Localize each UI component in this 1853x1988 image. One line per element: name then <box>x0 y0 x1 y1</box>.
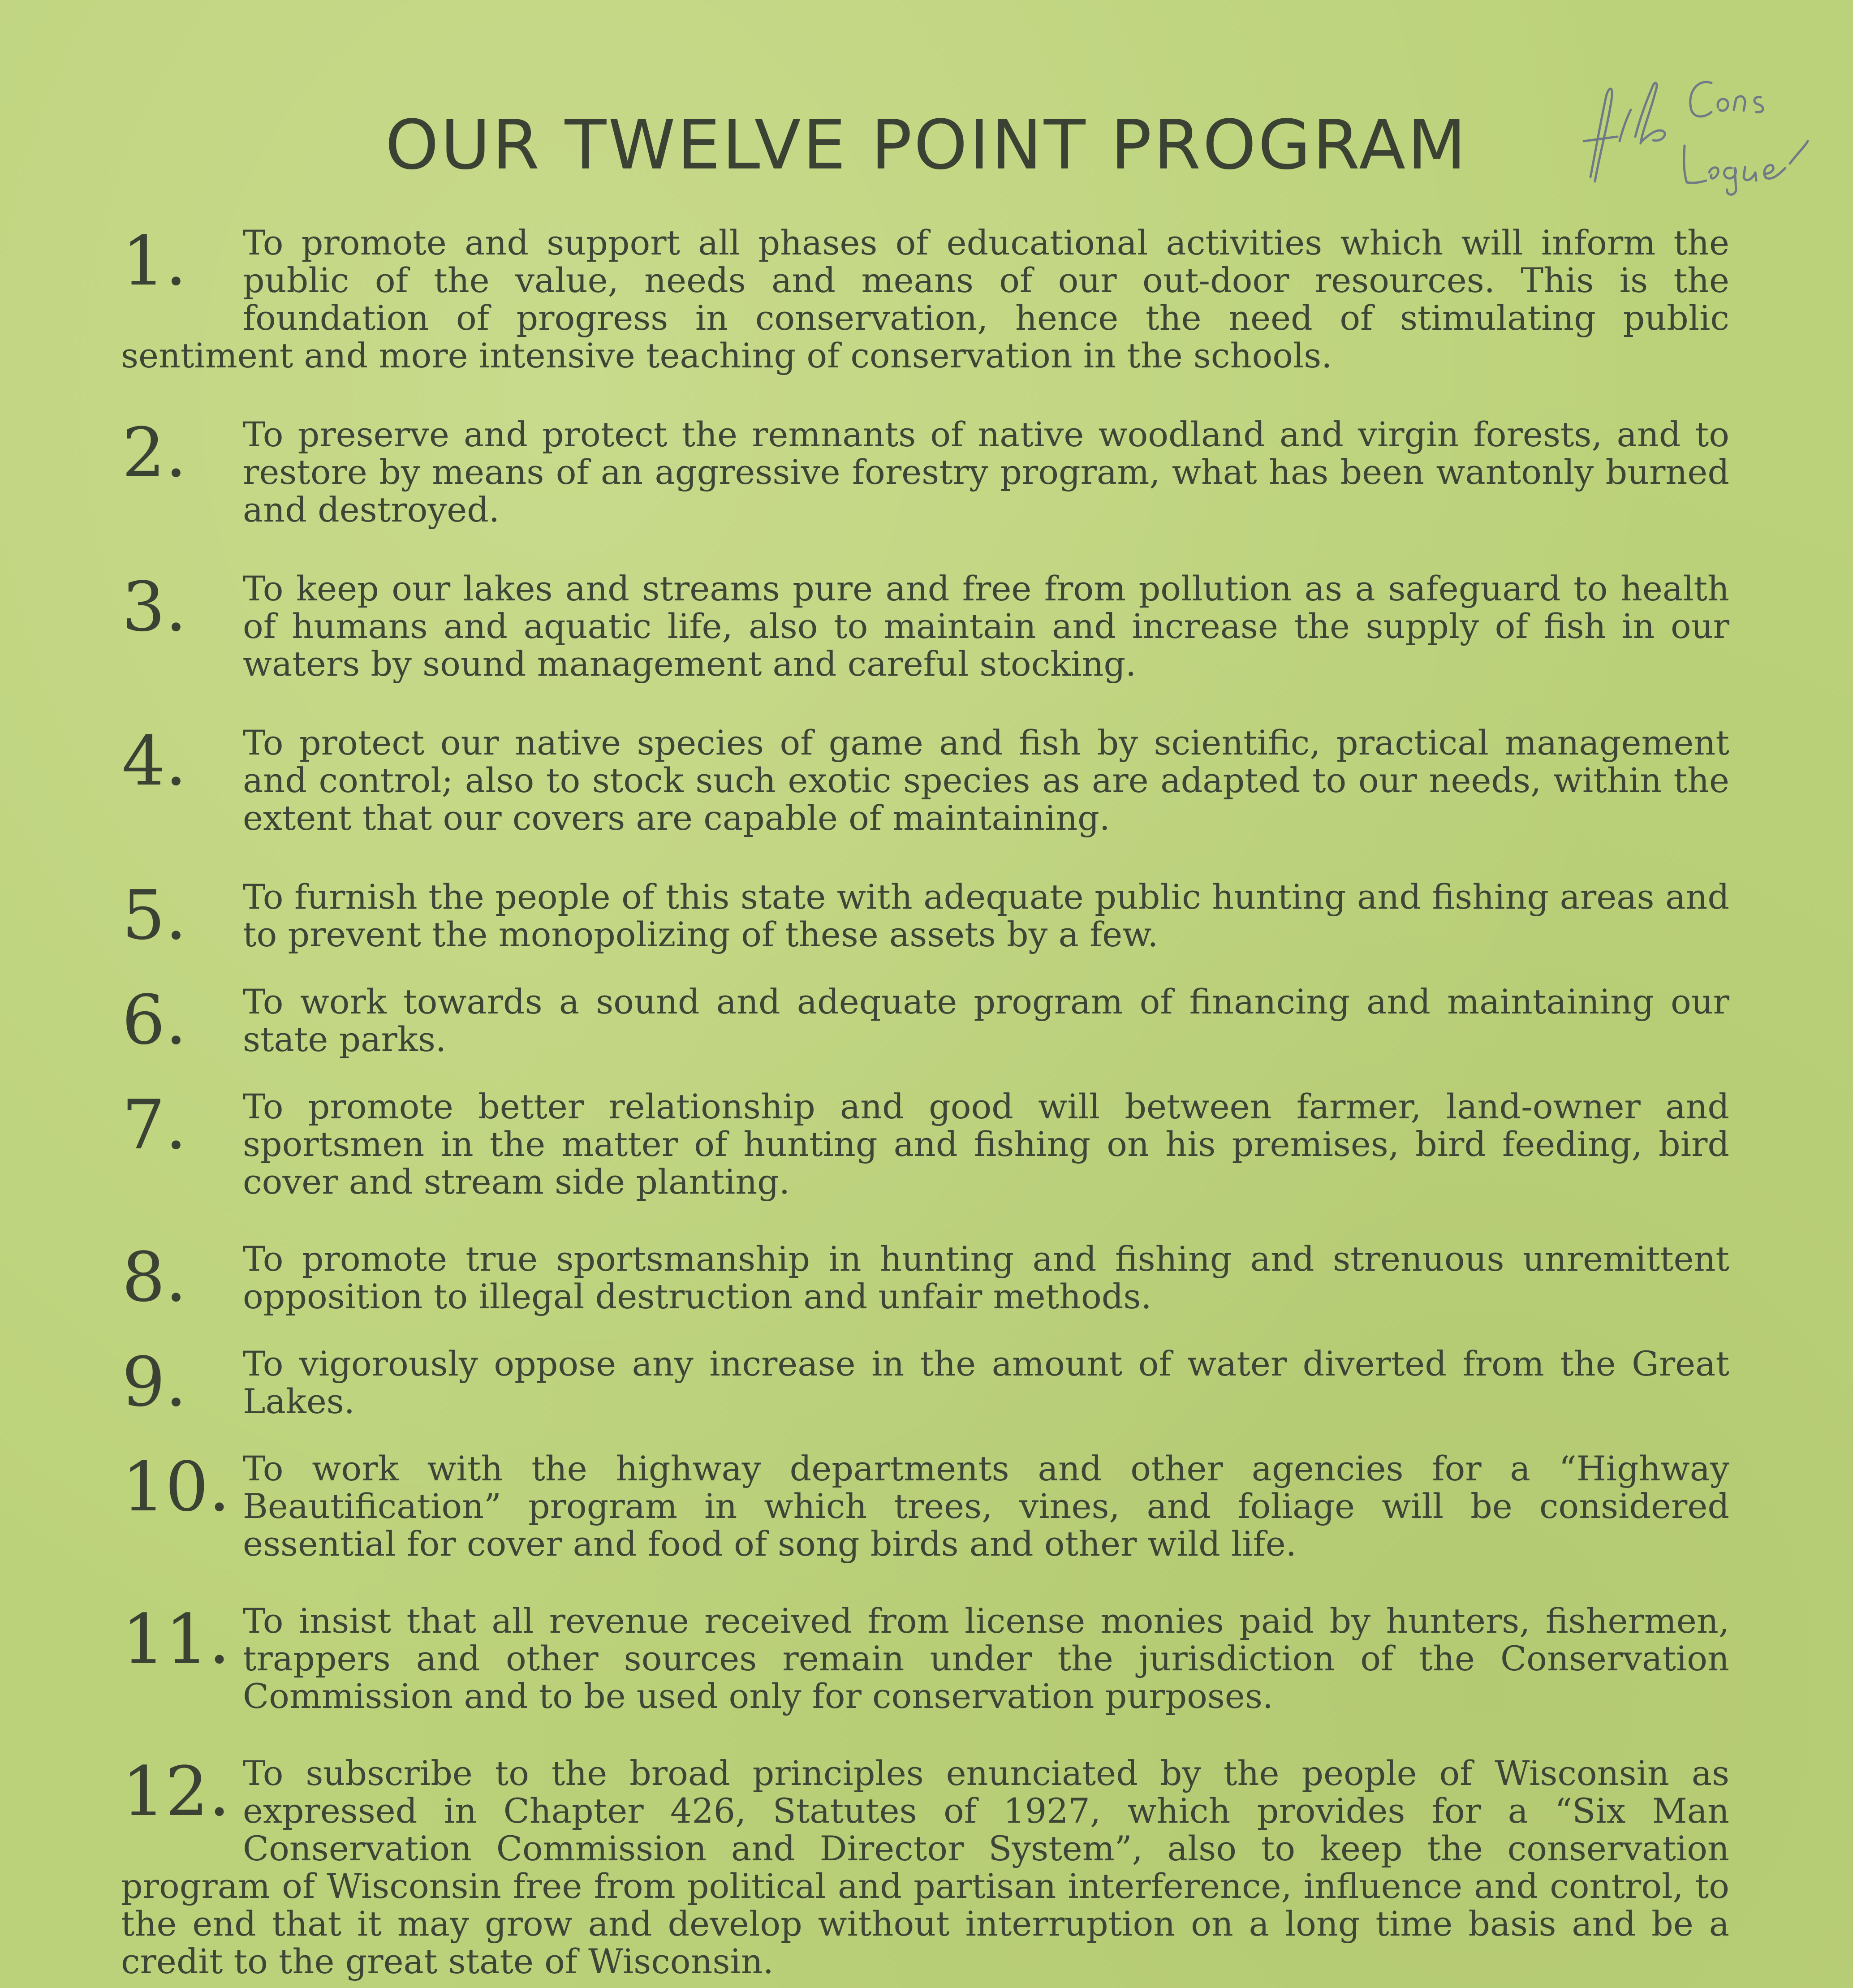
point-number: 8. <box>122 1238 187 1317</box>
point-text: To vigorously oppose any increase in the amount of water diverted from the Great Lakes. <box>243 1344 1729 1421</box>
point-text: To subscribe to the broad principles enunciated by the people of Wisconsin as expressed in Chapter 426, Statutes of 1927, which provides for a “Six Man Conservation Commission and Director System”, also to keep the conservation program of Wisconsin free from political and partisan interference, influence and control, to the end that it may grow and develop without interruption on a long time basis and be a credit to the great state of Wisconsin. <box>121 1753 1729 1981</box>
point-text: To promote true sportsmanship in hunting and fishing and strenuous unremittent opposition to illegal destruction and unfair methods. <box>243 1239 1729 1316</box>
point-text: To insist that all revenue received from license monies paid by hunters, fishermen, trappers and other sources remain under the jurisdiction of the Conservation Commission and to be used only for conservation purposes. <box>243 1601 1729 1716</box>
point-number: 5. <box>122 875 187 955</box>
point-text: To keep our lakes and streams pure and free from pollution as a safeguard to health of humans and aquatic life, also to maintain and increase the supply of fish in our waters by sound management and careful stocking. <box>243 569 1729 684</box>
point-number: 10. <box>122 1447 230 1527</box>
program-point-6 <box>121 980 1729 1060</box>
program-point-1 <box>121 221 1729 375</box>
handwritten-note <box>1564 65 1814 199</box>
point-text: To promote and support all phases of educational activities which will inform the public of the value, needs and means of our out-door resources. This is the foundation of progress in conservation, hence the need of stimulating public sentiment and more intensive teaching of conservation in the schools. <box>121 223 1729 375</box>
program-point-7 <box>121 1085 1729 1202</box>
point-number: 2. <box>122 413 187 492</box>
point-text: To work with the highway departments and other agencies for a “Highway Beautification” program in which trees, vines, and foliage will be considered essential for cover and food of song birds and other wild life. <box>243 1449 1729 1564</box>
handwritten-note-scribble <box>1564 65 1814 199</box>
point-number: 12. <box>122 1752 230 1831</box>
point-text: To work towards a sound and adequate program of financing and maintaining our state parks. <box>243 982 1729 1059</box>
point-number: 11. <box>122 1600 230 1679</box>
program-point-3 <box>121 567 1729 684</box>
program-point-12 <box>121 1752 1729 1981</box>
program-point-10 <box>121 1447 1729 1564</box>
program-point-4 <box>121 721 1729 838</box>
point-number: 1. <box>122 221 187 301</box>
point-text: To furnish the people of this state with adequate public hunting and fishing areas and to prevent the monopolizing of these assets by a few. <box>243 877 1729 954</box>
point-number: 3. <box>122 567 187 647</box>
point-text: To preserve and protect the remnants of native woodland and virgin forests, and to restore by means of an aggressive forestry program, what has been wantonly burned and destroyed. <box>243 414 1729 530</box>
point-number: 7. <box>122 1085 187 1164</box>
program-list <box>121 221 1729 1981</box>
program-point-2 <box>121 413 1729 530</box>
point-text: To promote better relationship and good will between farmer, land-owner and sportsmen in the matter of hunting and fishing on his premises, bird feeding, bird cover and stream side planting. <box>243 1087 1729 1202</box>
page-title: OUR TWELVE POINT PROGRAM <box>385 105 1468 185</box>
program-point-9 <box>121 1342 1729 1422</box>
point-number: 9. <box>122 1342 187 1422</box>
program-point-11 <box>121 1602 1729 1715</box>
program-point-8 <box>121 1240 1729 1315</box>
program-point-5 <box>121 875 1729 955</box>
point-number: 4. <box>122 721 187 801</box>
point-text: To protect our native species of game and fish by scientific, practical management and control; also to stock such exotic species as are adapted to our needs, within the extent that our covers are capable of maintaining. <box>243 723 1729 838</box>
point-number: 6. <box>122 980 187 1060</box>
